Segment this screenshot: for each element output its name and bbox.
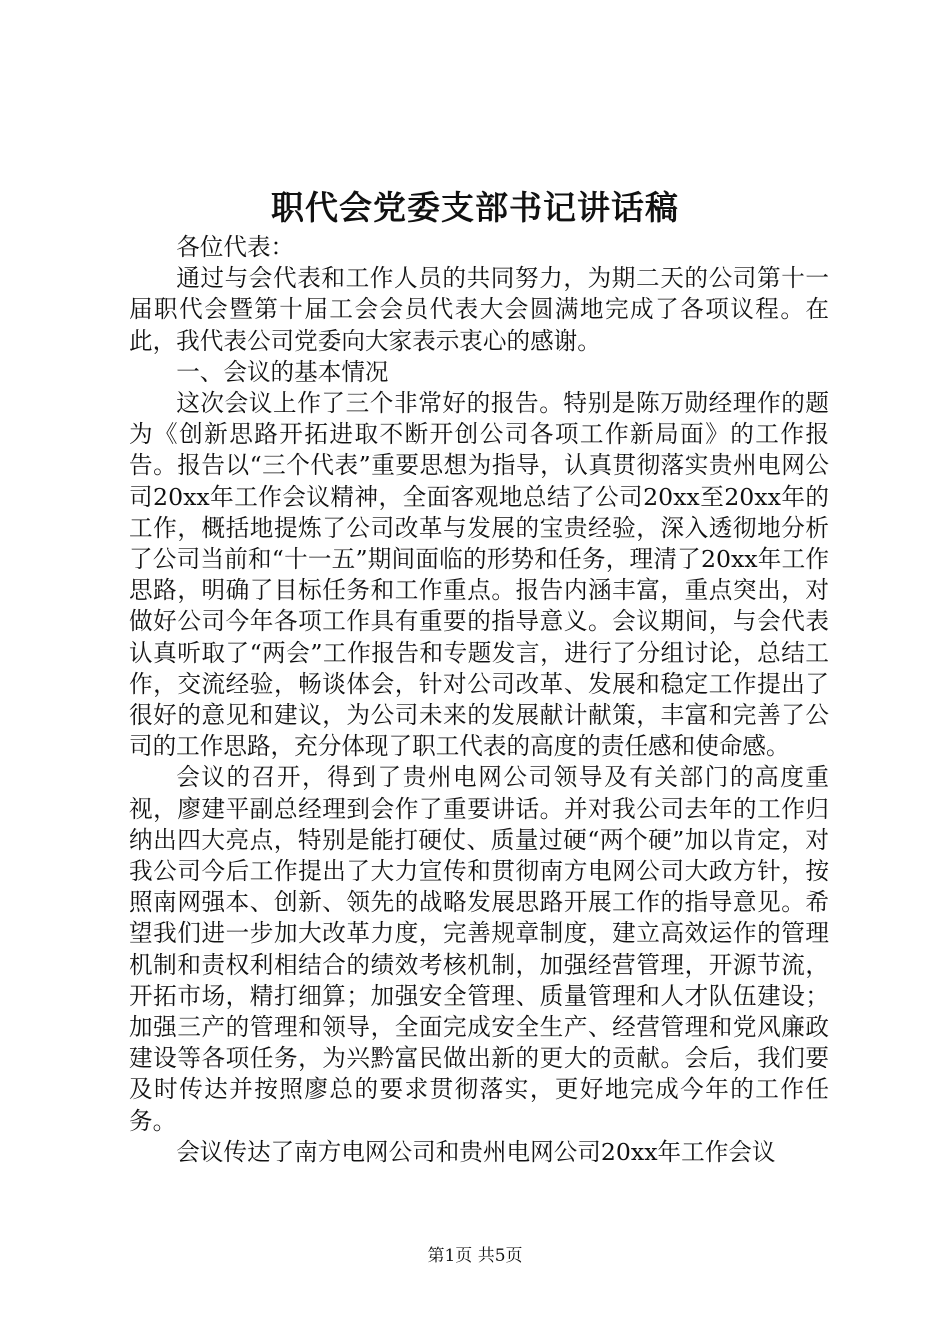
section-heading: 一、会议的基本情况 [176,357,389,386]
body-paragraph: 会议传达了南方电网公司和贵州电网公司20xx年工作会议 [176,1137,776,1166]
document-body [129,232,829,1168]
body-paragraph: 会议的召开，得到了贵州电网公司领导及有关部门的高度重视，廖建平副总经理到会作了重要讲话。并对我公司去年的工作归纳出四大亮点，特别是能打硬仗、质量过硬“两个硬”加以肯定，对我公司今后工作提出了大力宣传和贯彻南方电网公司大政方针，按照南网强本、创新、领先的战略发展思路开展工作的指导意见。希望我们进一步加大改革力度，完善规章制度，建立高效运作的管理机制和责权利相结合的绩效考核机制，加强经营管理，开源节流，开拓市场，精打细算；加强安全管理、质量管理和人才队伍建设；加强三产的管理和领导，全面完成安全生产、经营管理和党风廉政建设等各项任务，为兴黔富民做出新的更大的贡献。会后，我们要及时传达并按照廖总的要求贯彻落实，更好地完成今年的工作任务。 [129,763,829,1135]
intro-paragraph: 通过与会代表和工作人员的共同努力，为期二天的公司第十一届职代会暨第十届工会会员代表大会圆满地完成了各项议程。在此，我代表公司党委向大家表示衷心的感谢。 [129,264,829,355]
page-number-footer: 第1页 共5页 [427,1246,523,1266]
salutation-paragraph: 各位代表： [176,233,295,261]
document-title: 职代会党委支部书记讲话稿 [271,188,679,227]
body-paragraph: 这次会议上作了三个非常好的报告。特别是陈万勋经理作的题为《创新思路开拓进取不断开创公司各项工作新局面》的工作报告。报告以“三个代表”重要思想为指导，认真贯彻落实贵州电网公司20xx年工作会议精神，全面客观地总结了公司20xx至20xx年的工作，概括地提炼了公司改革与发展的宝贵经验，深入透彻地分析了公司当前和“十一五”期间面临的形势和任务，理清了20xx年工作思路，明确了目标任务和工作重点。报告内涵丰富，重点突出，对做好公司今年各项工作具有重要的指导意义。会议期间，与会代表认真听取了“两会”工作报告和专题发言，进行了分组讨论，总结工作，交流经验，畅谈体会，针对公司改革、发展和稳定工作提出了很好的意见和建议，为公司未来的发展献计献策，丰富和完善了公司的工作思路，充分体现了职工代表的高度的责任感和使命感。 [129,389,829,761]
